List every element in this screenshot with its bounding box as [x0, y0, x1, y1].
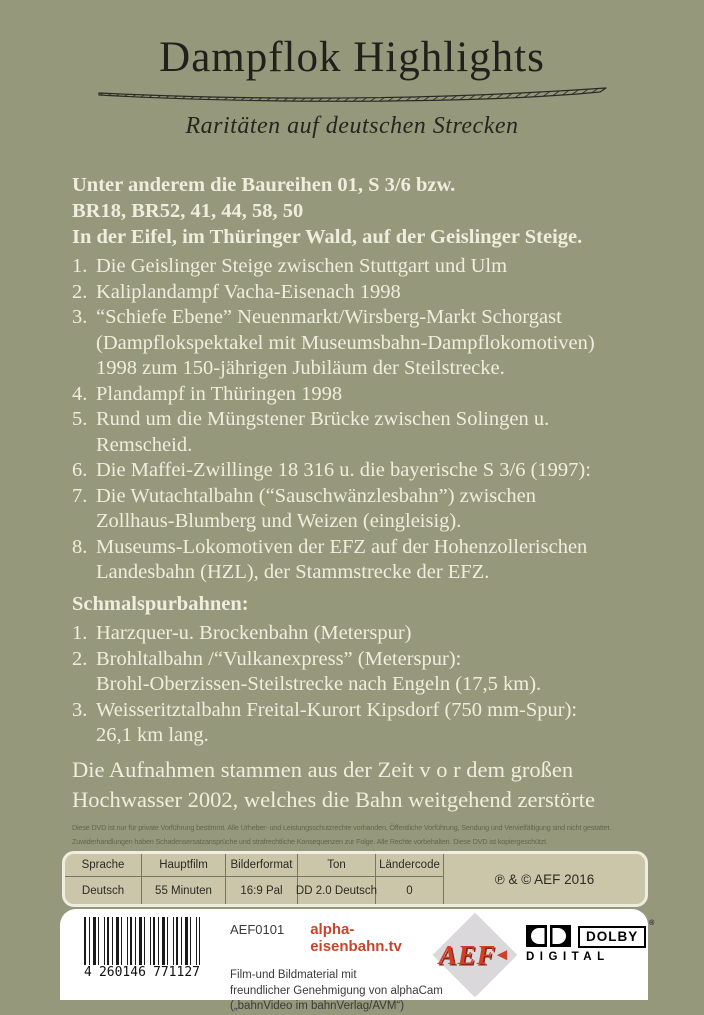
list-item	[72, 621, 664, 647]
spec-header: Sprache	[65, 854, 142, 877]
aef-arrow-icon: ◄	[493, 945, 512, 964]
item-text: Museums-Lokomotiven der EFZ auf der Hohenzollerischen	[96, 535, 588, 558]
list-item	[72, 254, 664, 280]
item-text: Brohltalbahn /“Vulkanexpress” (Meterspur):	[96, 647, 462, 670]
registered-mark: ®	[649, 920, 655, 927]
narrow-gauge-heading: Schmalspurbahnen:	[72, 593, 249, 615]
list-item	[72, 698, 664, 749]
header	[0, 34, 704, 140]
item-text: Weisseritztalbahn Freital-Kurort Kipsdorf (750 mm-Spur):	[96, 698, 578, 721]
spec-value: 55 Minuten	[142, 877, 226, 904]
chapter-list	[72, 254, 664, 586]
page-title: Dampflok Highlights	[159, 34, 545, 81]
item-text: Brohl-Oberzissen-Steilstrecke nach Engeln (17,5 km).	[96, 673, 542, 695]
item-text: Remscheid.	[96, 433, 193, 456]
item-text: Die Geislinger Steige zwischen Stuttgart und Ulm	[96, 255, 508, 277]
list-item	[72, 407, 664, 458]
list-item	[72, 305, 664, 382]
item-number: 7.	[72, 484, 88, 507]
narrow-gauge-list	[72, 621, 664, 749]
spec-header: Bilderformat	[226, 854, 298, 877]
item-number: 3.	[72, 698, 88, 721]
credit-line: Film-und Bildmaterial mit	[230, 969, 357, 981]
copyright-text: ℗ & © AEF 2016	[494, 871, 595, 887]
closing-note	[72, 755, 595, 815]
item-text: (Dampflokspektakel mit Museumsbahn-Dampflokomotiven)	[96, 331, 595, 354]
title-flourish-icon	[95, 86, 610, 104]
barcode-digit-group: 771127	[153, 965, 200, 980]
legal-notice	[72, 821, 660, 849]
item-text: Kaliplandampf Vacha-Eisenach 1998	[96, 280, 401, 303]
item-text: Plandampf in Thüringen 1998	[96, 382, 343, 405]
item-number: 2.	[72, 280, 88, 303]
aef-logo	[432, 912, 518, 998]
spec-value: Deutsch	[65, 877, 142, 904]
spec-value: 16:9 Pal	[226, 877, 298, 904]
intro-line: In der Eifel, im Thüringer Wald, auf der Geislinger Steige.	[72, 226, 583, 248]
catalog-number: AEF0101	[230, 922, 285, 937]
credit-note	[230, 968, 445, 1015]
item-number: 2.	[72, 647, 88, 670]
aef-logo-text: AEF	[438, 939, 496, 970]
website-text: alpha-eisenbahn.tv	[310, 921, 402, 955]
list-item	[72, 535, 664, 586]
spec-header: Hauptfilm	[142, 854, 226, 877]
barcode-digit-group: 4	[84, 965, 92, 980]
subtitle: Raritäten auf deutschen Strecken	[185, 113, 519, 140]
item-number: 1.	[72, 622, 88, 644]
legal-line: Diese DVD ist nur für private Vorführung bestimmt. Alle Urheber- und Leistungsschutzrechte vorhanden. Öffentliche Vorführung, Sendung und Vervielfältigung sind nicht gestattet.	[72, 823, 612, 832]
item-text: “Schiefe Ebene” Neuenmarkt/Wirsberg-Markt Schorgast	[96, 306, 562, 328]
spec-value: DD 2.0 Deutsch	[298, 877, 376, 904]
spec-table	[62, 851, 648, 907]
item-number: 1.	[72, 255, 88, 277]
barcode	[84, 917, 200, 980]
item-number: 6.	[72, 459, 88, 481]
closing-line: Hochwasser 2002, welches die Bahn weitgehend zerstörte	[72, 787, 595, 812]
list-item	[72, 382, 664, 408]
barcode-digits	[84, 965, 200, 980]
intro-line: Unter anderem die Baureihen 01, S 3/6 bzw.	[72, 174, 456, 196]
credit-line: freundlicher Genehmigung von alphaCam	[230, 984, 443, 997]
dolby-double-d-icon	[526, 925, 572, 948]
intro-line: BR18, BR52, 41, 44, 58, 50	[72, 200, 304, 222]
item-number: 3.	[72, 306, 88, 328]
item-text: Die Maffei-Zwillinge 18 316 u. die bayerische S 3/6 (1997):	[96, 459, 591, 481]
item-text: Rund um die Müngstener Brücke zwischen Solingen u.	[96, 408, 550, 430]
spec-header: Ländercode	[376, 854, 444, 877]
spec-value: 0	[376, 877, 444, 904]
barcode-digit-group: 260146	[98, 965, 146, 980]
list-item	[72, 458, 664, 484]
item-text: Landesbahn (HZL), der Stammstrecke der EFZ.	[96, 561, 490, 583]
spec-header: Ton	[298, 854, 376, 877]
intro-text	[72, 172, 654, 250]
dolby-wordmark: DOLBY	[578, 926, 646, 948]
legal-line: Zuwiderhandlungen haben Schadensersatzansprüche und strafrechtliche Konsequenzen zur Folge. Alle Rechte vorbehalten. Diese DVD ist kopiergeschützt.	[72, 837, 548, 846]
item-text: Harzquer-u. Brockenbahn (Meterspur)	[96, 622, 412, 644]
publisher-info	[230, 921, 445, 1015]
list-item	[72, 280, 664, 306]
dolby-digital-logo	[526, 920, 655, 963]
item-number: 4.	[72, 382, 88, 405]
item-text: 1998 zum 150-jährigen Jubiläum der Steilstrecke.	[96, 357, 505, 379]
list-item	[72, 647, 664, 698]
list-item	[72, 484, 664, 535]
item-text: Zollhaus-Blumberg und Weizen (eingleisig).	[96, 510, 462, 532]
barcode-bars-icon	[84, 917, 200, 965]
item-text: 26,1 km lang.	[96, 724, 209, 746]
item-number: 8.	[72, 535, 88, 558]
dolby-digital-text: DIGITAL	[526, 951, 610, 963]
credit-line: („bahnVideo im bahnVerlag/AVM“)	[230, 1000, 405, 1012]
closing-line: Die Aufnahmen stammen aus der Zeit v o r dem großen	[72, 757, 574, 782]
item-number: 5.	[72, 408, 88, 430]
footer-panel	[60, 909, 655, 1012]
item-text: Die Wutachtalbahn (“Sauschwänzlesbahn”) zwischen	[96, 484, 536, 507]
